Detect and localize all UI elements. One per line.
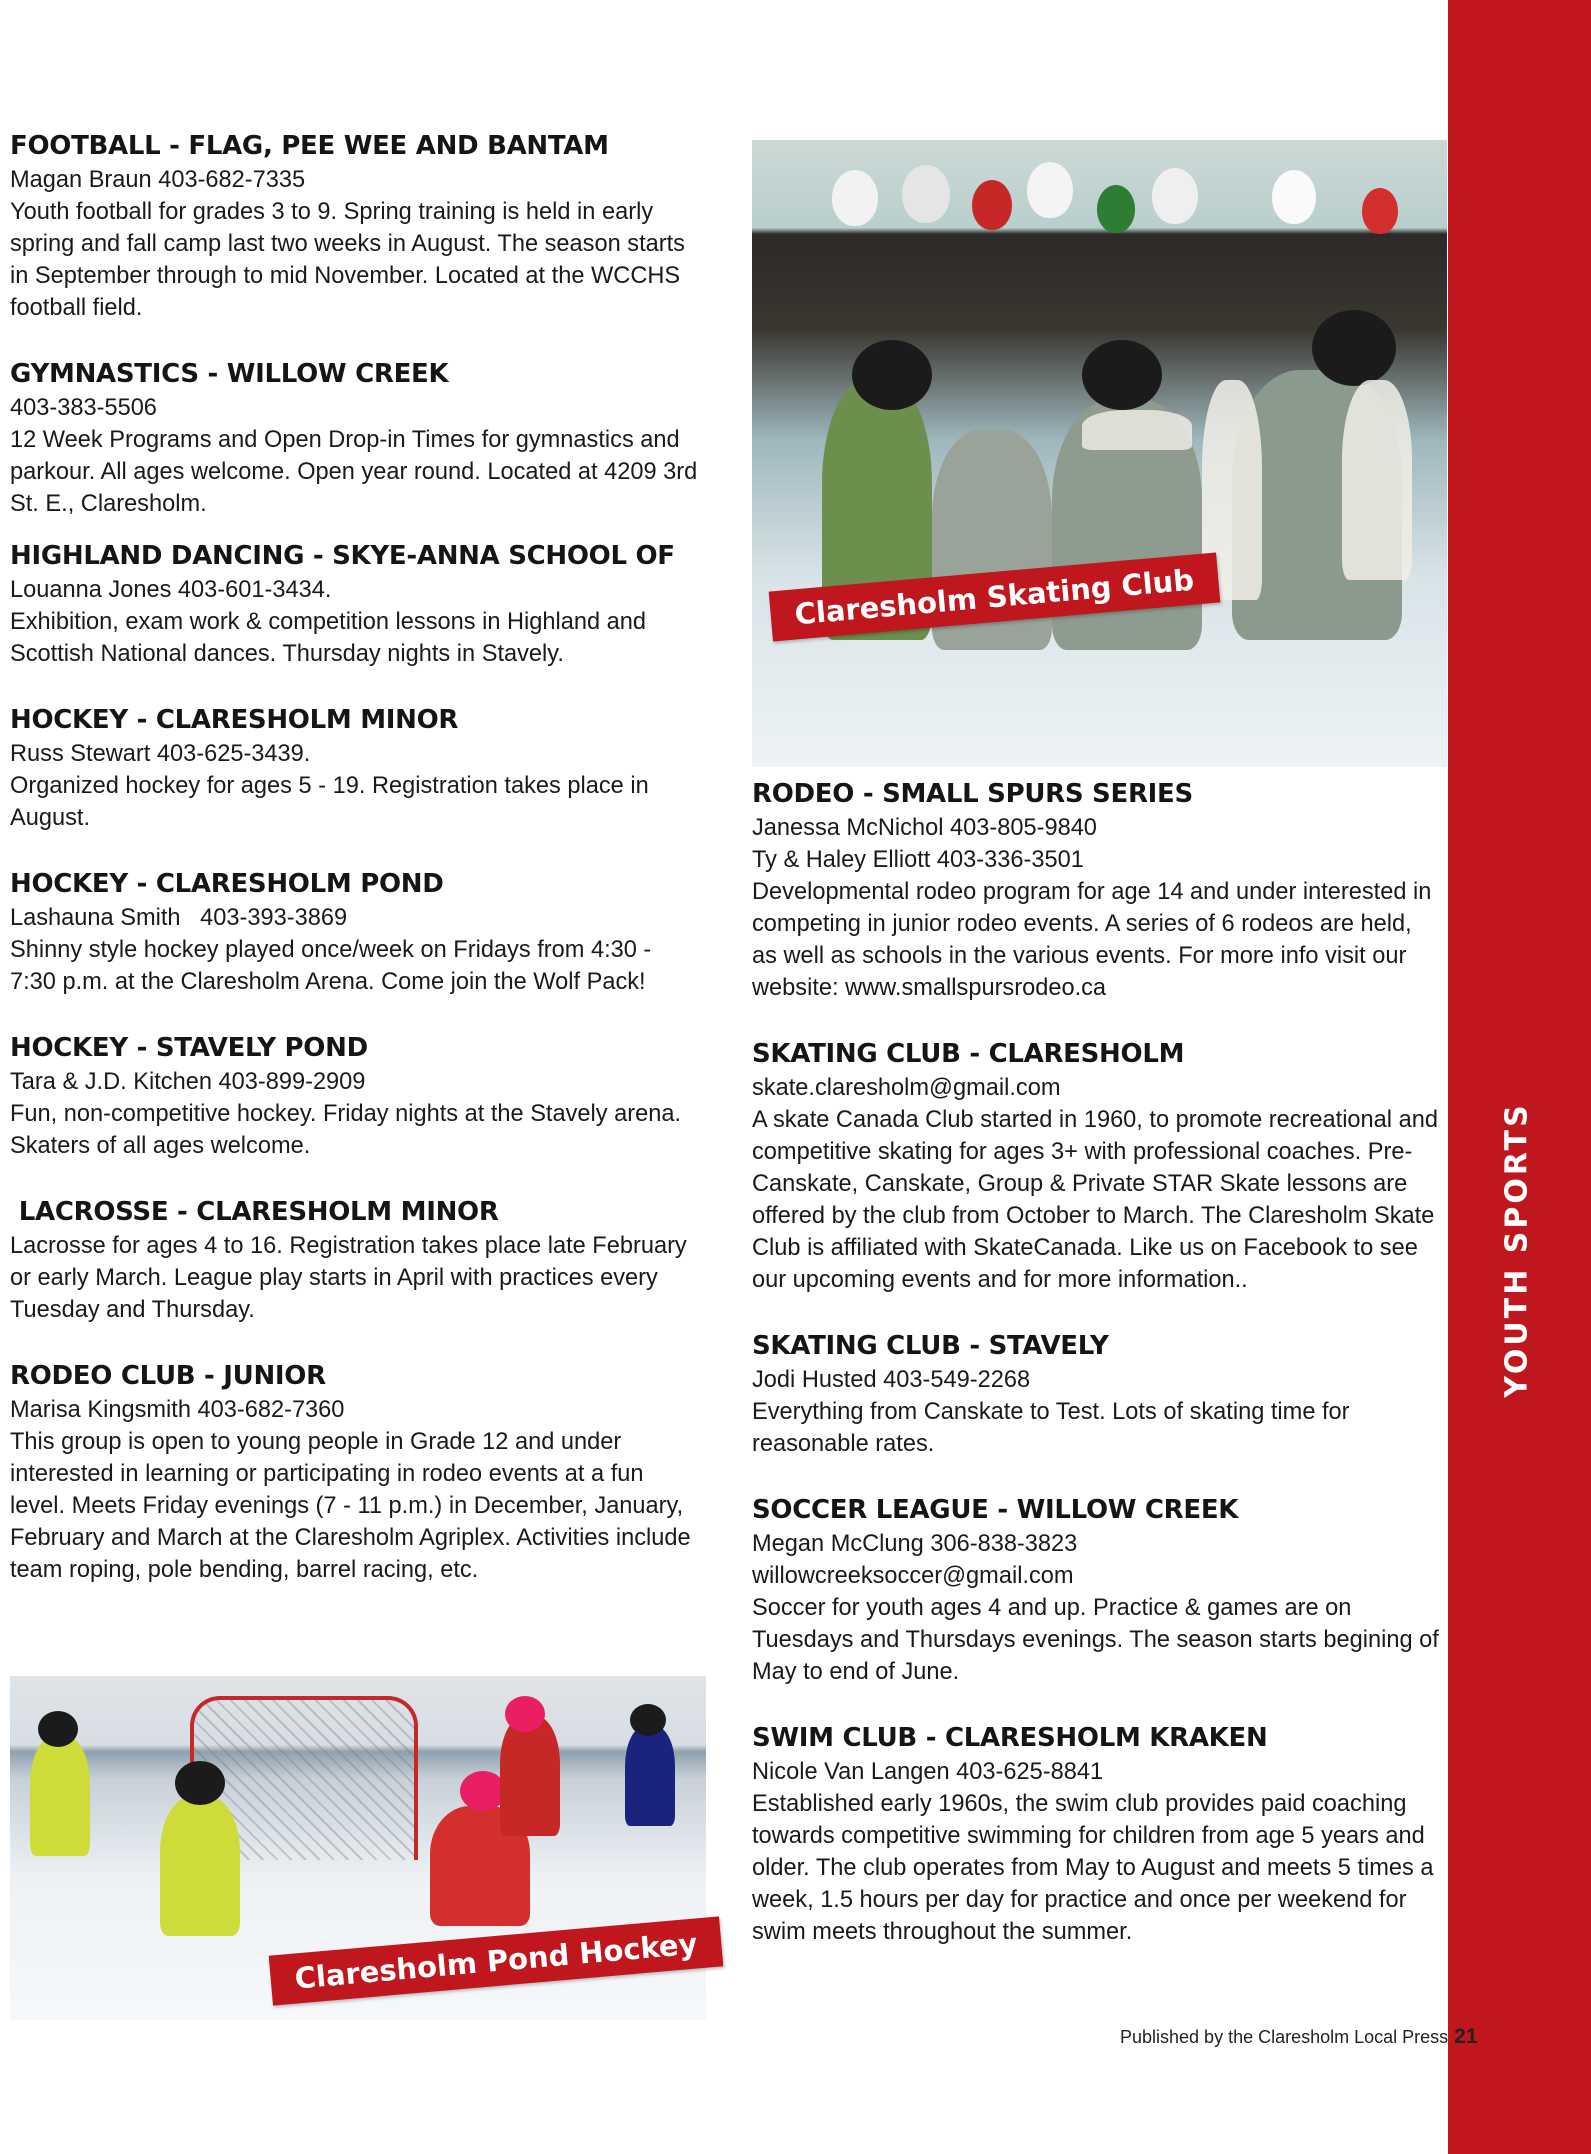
listing-lacrosse <box>10 1196 700 1326</box>
listing-hockey-pond <box>10 868 700 998</box>
section-label <box>1499 1102 1535 1398</box>
listing-description: Lacrosse for ages 4 to 16. Registration takes place late February or early March. League play starts in April with practices every Tuesday and Thursday. <box>10 1233 687 1323</box>
listing-title: SKATING CLUB - CLARESHOLM <box>752 1039 1185 1069</box>
listing-title: HIGHLAND DANCING - SKYE-ANNA SCHOOL OF <box>10 541 675 571</box>
listing-swim-club <box>752 1722 1442 1948</box>
listing-contact: 403-383-5506 <box>10 395 157 421</box>
listing-description: Organized hockey for ages 5 - 19. Registration takes place in August. <box>10 773 649 831</box>
right-column <box>752 778 1442 1982</box>
listing-description: A skate Canada Club started in 1960, to promote recreational and competitive skating for ages 3+ with professional coaches. Pre-Canskate, Canskate, Group & Private STAR Skate lessons are offered by the club from October to March. The Claresholm Skate Club is affiliated with SkateCanada. Like us on Facebook to see our upcoming events and for more information.. <box>752 1107 1438 1293</box>
listing-title: SWIM CLUB - CLARESHOLM KRAKEN <box>752 1723 1268 1753</box>
listing-skating-claresholm <box>752 1038 1442 1296</box>
listing-description: Everything from Canskate to Test. Lots of skating time for reasonable rates. <box>752 1399 1350 1457</box>
page-number: 21 <box>1454 2025 1478 2048</box>
listing-title: LACROSSE - CLARESHOLM MINOR <box>10 1197 499 1227</box>
listing-description: Fun, non-competitive hockey. Friday nights at the Stavely arena. Skaters of all ages welcome. <box>10 1101 682 1159</box>
listing-contact: Russ Stewart 403-625-3439. <box>10 741 311 767</box>
listing-skating-stavely <box>752 1330 1442 1460</box>
pond-hockey-caption: Claresholm Pond Hockey <box>269 1916 724 2005</box>
listing-football <box>10 130 700 324</box>
listing-description: Developmental rodeo program for age 14 and under interested in competing in junior rodeo events. A series of 6 rodeos are held, as well as schools in the various events. For more info visit our website: www.smallspursrodeo.ca <box>752 879 1432 1001</box>
page-footer <box>1120 2025 1478 2049</box>
section-label-text: YOUTH SPORTS <box>1499 1102 1535 1398</box>
listing-title: FOOTBALL - FLAG, PEE WEE AND BANTAM <box>10 131 609 161</box>
listing-hockey-minor <box>10 704 700 834</box>
listing-highland-dancing <box>10 540 700 670</box>
publisher-credit: Published by the Claresholm Local Press <box>1120 2027 1449 2047</box>
skating-club-photo <box>752 140 1447 767</box>
listing-contact: Megan McClung 306-838-3823 <box>752 1531 1078 1557</box>
listing-contact: Magan Braun 403-682-7335 <box>10 167 306 193</box>
section-sidebar <box>1448 0 1591 2154</box>
listing-contact: Jodi Husted 403-549-2268 <box>752 1367 1031 1393</box>
skating-club-caption: Claresholm Skating Club <box>769 553 1220 642</box>
listing-contact: Nicole Van Langen 403-625-8841 <box>752 1759 1104 1785</box>
listing-contact: Louanna Jones 403-601-3434. <box>10 577 332 603</box>
listing-email: skate.claresholm@gmail.com <box>752 1075 1061 1101</box>
listing-description: Established early 1960s, the swim club provides paid coaching towards competitive swimming for children from age 5 years and older. The club operates from May to August and meets 5 times a week, 1.5 hours per day for practice and once per weekend for swim meets throughout the summer. <box>752 1791 1434 1945</box>
listing-title: SKATING CLUB - STAVELY <box>752 1331 1109 1361</box>
listing-title: SOCCER LEAGUE - WILLOW CREEK <box>752 1495 1239 1525</box>
listing-title: HOCKEY - CLARESHOLM POND <box>10 869 444 899</box>
listing-title: GYMNASTICS - WILLOW CREEK <box>10 359 449 389</box>
listing-rodeo-club <box>10 1360 700 1586</box>
listing-description: Shinny style hockey played once/week on Fridays from 4:30 - 7:30 p.m. at the Claresholm Arena. Come join the Wolf Pack! <box>10 937 652 995</box>
listing-description: Soccer for youth ages 4 and up. Practice & games are on Tuesdays and Thursdays evenings. The season starts begining of May to end of June. <box>752 1595 1439 1685</box>
listing-soccer <box>752 1494 1442 1688</box>
listing-contact: Janessa McNichol 403-805-9840 <box>752 815 1097 841</box>
left-column <box>10 130 700 1620</box>
listing-contact: Lashauna Smith 403-393-3869 <box>10 905 348 931</box>
listing-title: HOCKEY - STAVELY POND <box>10 1033 368 1063</box>
listing-description: This group is open to young people in Grade 12 and under interested in learning or participating in rodeo events at a fun level. Meets Friday evenings (7 - 11 p.m.) in December, January, February and March at the Claresholm Agriplex. Activities include team roping, pole bending, barrel racing, etc. <box>10 1429 691 1583</box>
listing-description: Youth football for grades 3 to 9. Spring training is held in early spring and fall camp last two weeks in August. The season starts in September through to mid November. Located at the WCCHS football field. <box>10 199 685 321</box>
listing-title: RODEO CLUB - JUNIOR <box>10 1361 326 1391</box>
listing-rodeo-small-spurs <box>752 778 1442 1004</box>
listing-contact: Ty & Haley Elliott 403-336-3501 <box>752 847 1084 873</box>
listing-contact: Marisa Kingsmith 403-682-7360 <box>10 1397 345 1423</box>
listing-title: RODEO - SMALL SPURS SERIES <box>752 779 1193 809</box>
listing-contact: Tara & J.D. Kitchen 403-899-2909 <box>10 1069 366 1095</box>
listing-email: willowcreeksoccer@gmail.com <box>752 1563 1074 1589</box>
listing-gymnastics <box>10 358 700 520</box>
listing-hockey-stavely <box>10 1032 700 1162</box>
listing-description: Exhibition, exam work & competition lessons in Highland and Scottish National dances. Thursday nights in Stavely. <box>10 609 647 667</box>
listing-description: 12 Week Programs and Open Drop-in Times for gymnastics and parkour. All ages welcome. Open year round. Located at 4209 3rd St. E., Claresholm. <box>10 427 698 517</box>
listing-title: HOCKEY - CLARESHOLM MINOR <box>10 705 459 735</box>
